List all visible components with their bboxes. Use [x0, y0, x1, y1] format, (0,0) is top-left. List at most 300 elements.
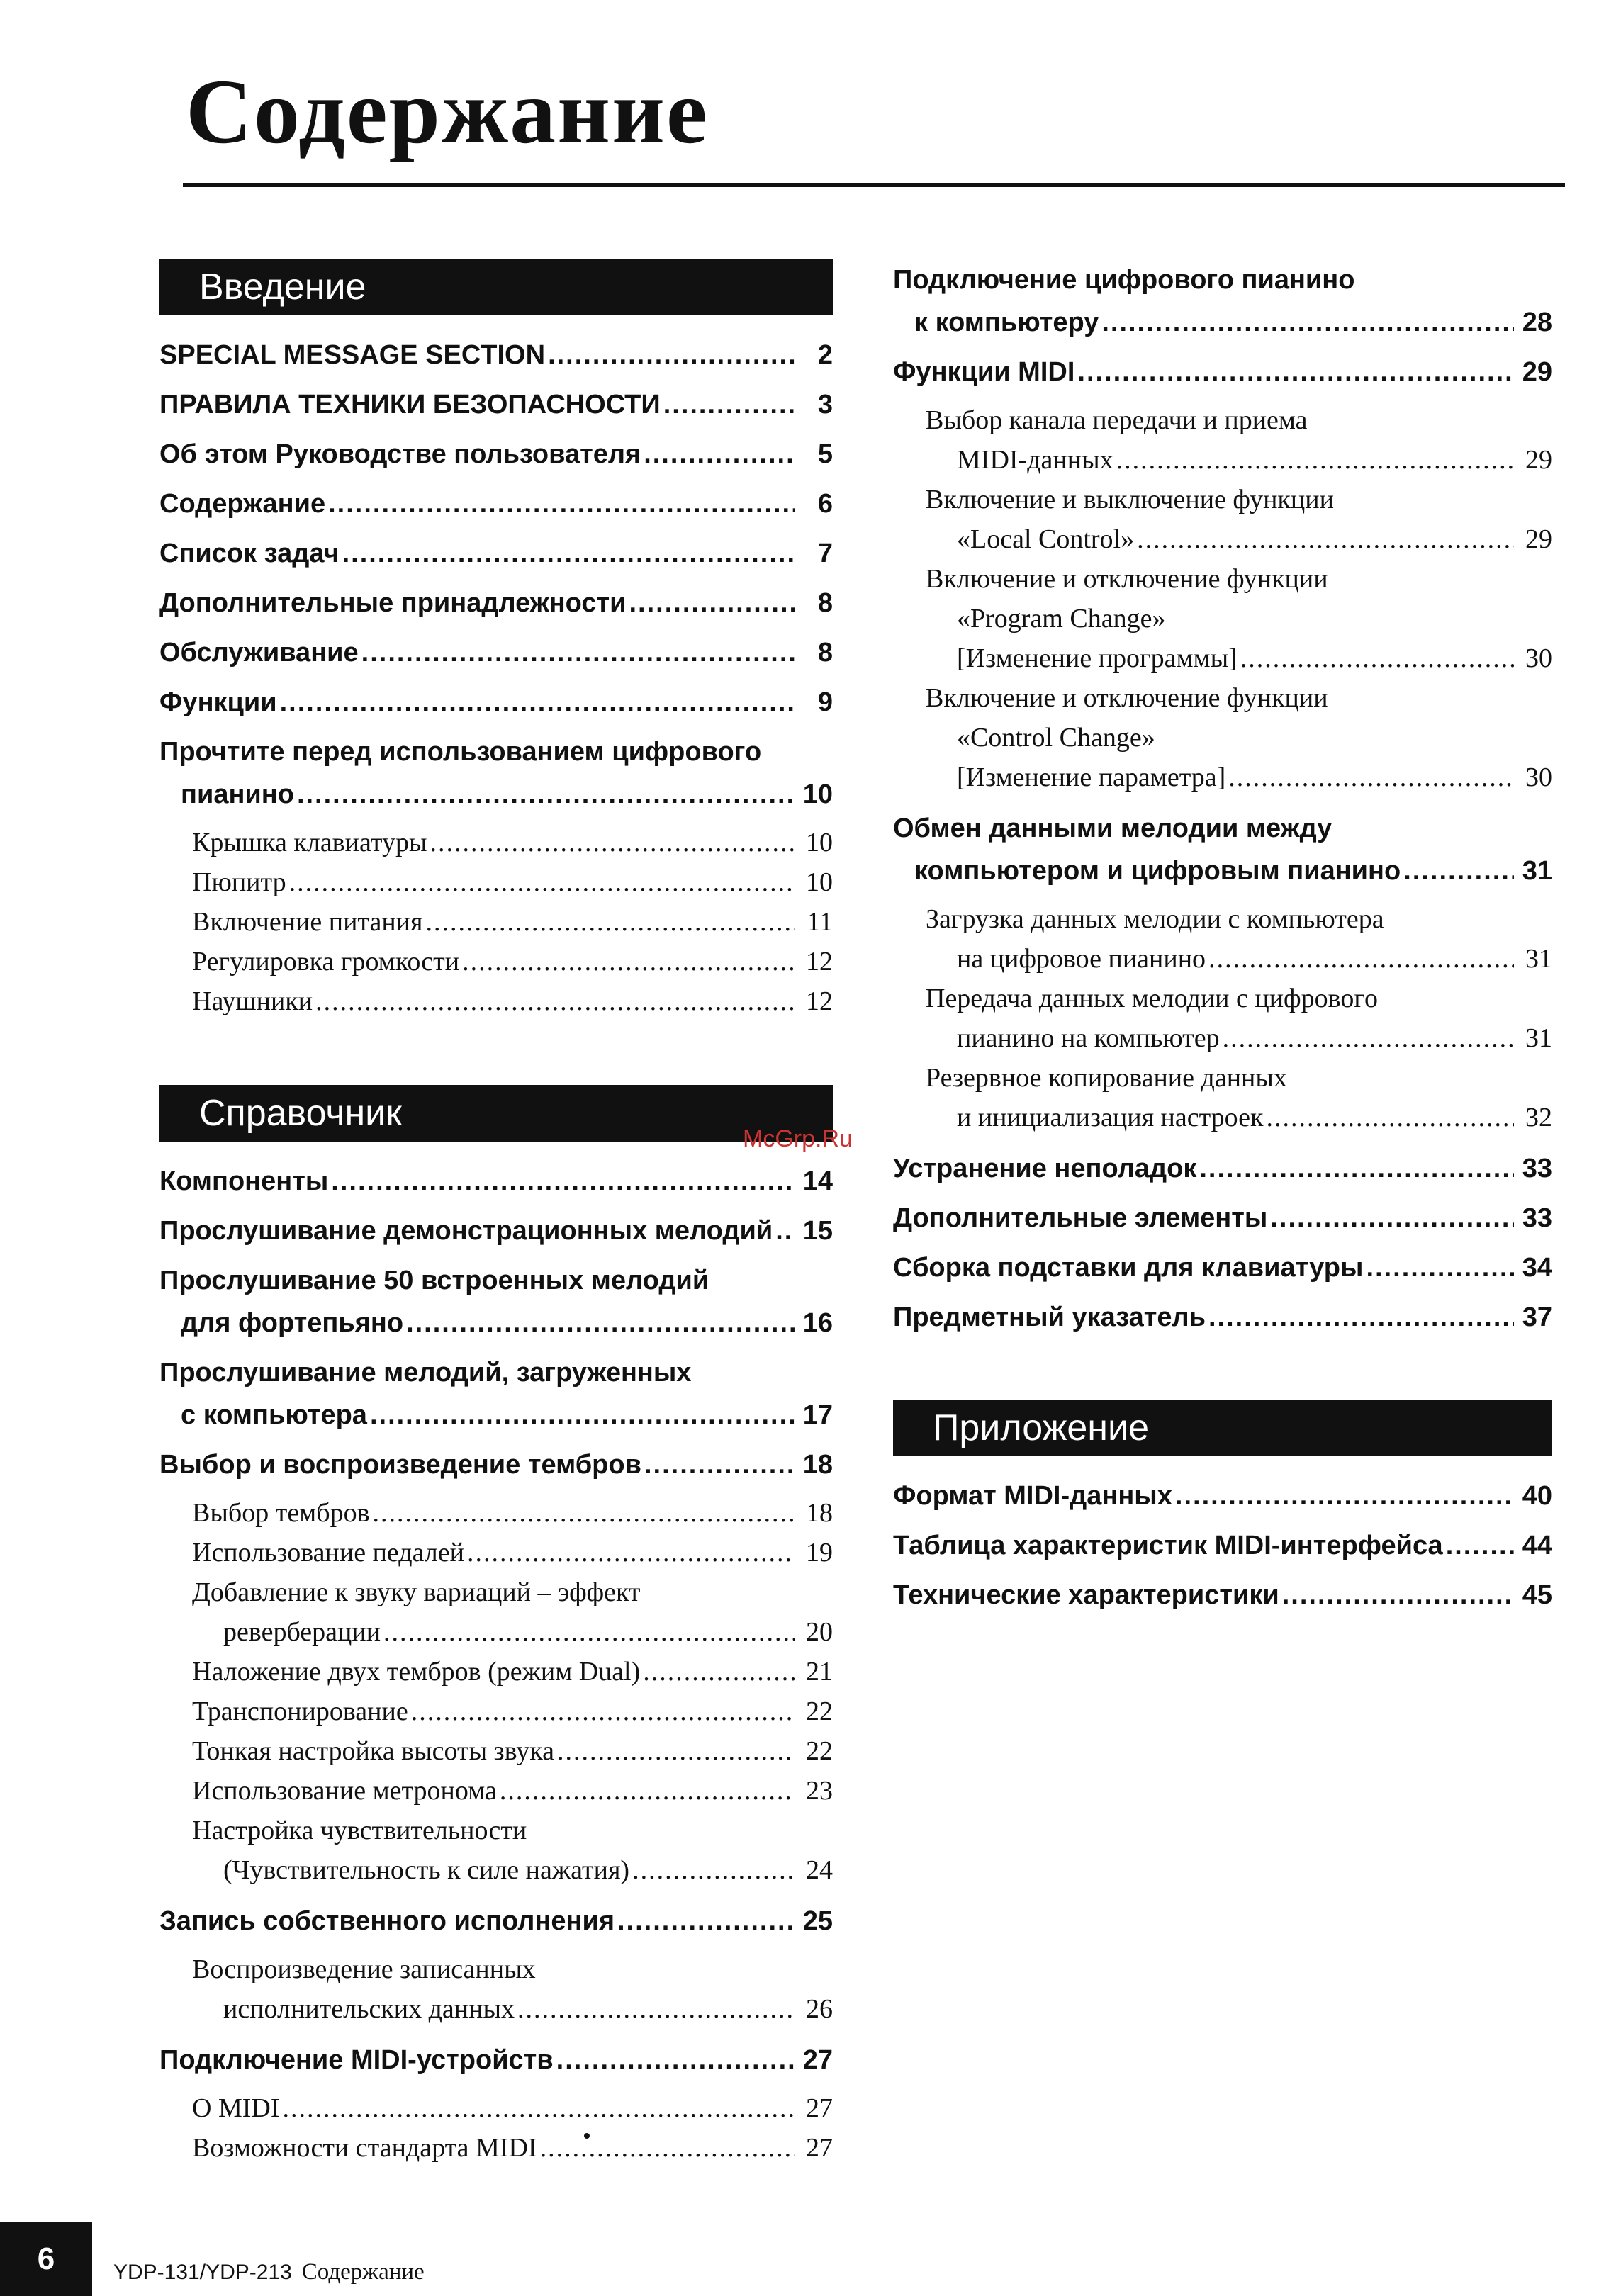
toc-subentry-title: на цифровое пианино	[957, 944, 1206, 974]
dot-leader	[617, 1900, 795, 1942]
toc-entry[interactable]	[159, 1351, 833, 1436]
toc-subentries	[893, 400, 1552, 797]
toc-subentry-page: 29	[1525, 524, 1552, 554]
toc-subentry-title: Использование метронома	[192, 1776, 497, 1806]
toc-subentry[interactable]	[159, 1949, 833, 2029]
dot-leader	[282, 2088, 795, 2128]
toc-subentry-title: Наушники	[192, 986, 313, 1016]
toc-subentry-title: (Чувствительность к силе нажатия)	[223, 1855, 630, 1885]
toc-entry-line	[893, 301, 1552, 344]
toc-entry-page: 40	[1522, 1481, 1552, 1511]
toc-entry-page: 15	[802, 1216, 833, 1246]
toc-entry-line	[159, 1394, 833, 1436]
toc-entry-page: 8	[817, 638, 833, 668]
toc-subentry-page: 11	[807, 907, 833, 937]
toc-entry[interactable]	[893, 1296, 1552, 1339]
dot-leader	[426, 902, 795, 942]
dot-leader	[315, 981, 795, 1021]
toc-subentry-title: MIDI-данных	[957, 445, 1113, 475]
toc-subentry-page: 27	[806, 2133, 833, 2163]
toc-subentry-page: 20	[806, 1617, 833, 1647]
toc-subentry-page: 22	[806, 1696, 833, 1726]
toc-subentry[interactable]	[159, 1771, 833, 1811]
title-rule	[183, 183, 1565, 187]
toc-subentry[interactable]	[893, 678, 1552, 797]
toc-subentry-title: и инициализация настроек	[957, 1103, 1264, 1132]
toc-entry-line	[893, 1475, 1552, 1517]
toc-subentry-page: 18	[806, 1498, 833, 1528]
dot-leader	[644, 1444, 795, 1486]
toc-entry-title: с компьютера	[181, 1400, 367, 1430]
toc-entry-line	[159, 1210, 833, 1252]
dot-leader	[328, 483, 795, 525]
page-title: Содержание	[186, 61, 709, 163]
dot-leader	[1137, 519, 1514, 559]
toc-subentry-page: 26	[806, 1994, 833, 2024]
toc-entry-line	[159, 731, 833, 773]
toc-entry-page: 6	[817, 489, 833, 519]
toc-subentry-title: реверберации	[223, 1617, 381, 1647]
toc-subentry-page: 24	[806, 1855, 833, 1885]
toc-subentry-page: 10	[806, 867, 833, 897]
toc-subentry-line	[159, 1493, 833, 1533]
toc-subentry-page: 22	[806, 1736, 833, 1766]
toc-entry-title: Запись собственного исполнения	[159, 1906, 615, 1936]
toc-subentry[interactable]	[893, 480, 1552, 559]
toc-subentry-line	[159, 2088, 833, 2128]
dot-leader	[540, 2128, 795, 2168]
toc-subentry[interactable]	[159, 862, 833, 902]
toc-subentry-line	[159, 1692, 833, 1731]
toc-entry-line	[159, 483, 833, 525]
toc-subentry-title: «Control Change»	[957, 723, 1155, 753]
toc-subentry[interactable]	[159, 1572, 833, 1652]
toc-entry-line	[159, 1160, 833, 1203]
toc-subentry-title: Выбор тембров	[192, 1498, 370, 1528]
toc-entry[interactable]	[159, 334, 833, 376]
toc-entry-title: Список задач	[159, 539, 340, 568]
toc-entry-page: 8	[817, 588, 833, 618]
dot-leader	[1403, 850, 1514, 892]
dot-leader	[663, 383, 795, 426]
toc-subentry-title: пианино на компьютер	[957, 1023, 1220, 1053]
toc-entry-page: 37	[1522, 1302, 1552, 1332]
dot-leader	[361, 631, 795, 674]
toc-entry[interactable]	[893, 1524, 1552, 1567]
toc-subentry-line	[159, 1989, 833, 2029]
toc-subentry[interactable]	[159, 1493, 833, 1533]
toc-entry-line	[893, 1247, 1552, 1289]
dot-leader	[643, 1652, 795, 1692]
dot-leader	[1366, 1247, 1514, 1289]
toc-subentry-title: «Program Change»	[957, 604, 1166, 634]
toc-entry-title: Дополнительные принадлежности	[159, 588, 627, 618]
dot-leader	[557, 1731, 795, 1771]
toc-entry-title: Подключение цифрового пианино	[893, 265, 1355, 295]
toc-entry-line	[159, 383, 833, 426]
toc-subentry-page: 29	[1525, 445, 1552, 475]
toc-entry-title: Дополнительные элементы	[893, 1203, 1268, 1233]
toc-subentry[interactable]	[893, 899, 1552, 979]
toc-subentry[interactable]	[159, 1652, 833, 1692]
toc-entry[interactable]	[159, 1900, 833, 1942]
toc-subentry[interactable]	[159, 1731, 833, 1771]
toc-subentry-line	[159, 823, 833, 862]
toc-entry[interactable]	[893, 807, 1552, 892]
toc-subentry-title: Возможности стандарта MIDI	[192, 2133, 537, 2163]
toc-subentry-title: «Local Control»	[957, 524, 1135, 554]
toc-subentry-page: 32	[1525, 1103, 1552, 1132]
toc-entry-title: Выбор и воспроизведение тембров	[159, 1450, 641, 1480]
toc-subentry-line	[159, 1533, 833, 1572]
toc-entry-page: 7	[817, 539, 833, 568]
toc-subentry-page: 30	[1525, 762, 1552, 792]
toc-entry-line	[893, 1147, 1552, 1190]
toc-subentry-line	[893, 758, 1552, 797]
toc-entry-title: пианино	[181, 780, 294, 809]
toc-subentry-line	[893, 559, 1552, 599]
toc-entry-title: Содержание	[159, 489, 326, 519]
dot-leader	[331, 1160, 795, 1203]
toc-subentry-title: Включение и выключение функции	[926, 485, 1334, 514]
toc-subentries	[159, 823, 833, 1021]
toc-subentry-title: Пюпитр	[192, 867, 286, 897]
toc-entry-line	[159, 532, 833, 575]
toc-entry-page: 33	[1522, 1154, 1552, 1183]
toc-entry-title: Формат MIDI-данных	[893, 1481, 1172, 1511]
toc-entry[interactable]	[159, 383, 833, 426]
toc-subentry[interactable]	[159, 1811, 833, 1890]
toc-entry[interactable]	[159, 483, 833, 525]
toc-entry-line	[159, 1444, 833, 1486]
toc-entry-page: 2	[817, 340, 833, 370]
section-heading-reference: Справочник	[159, 1085, 833, 1142]
toc-entry-page: 18	[802, 1450, 833, 1480]
toc-entry-line	[893, 807, 1552, 850]
toc-subentry-line	[893, 400, 1552, 440]
toc-subentry[interactable]	[893, 559, 1552, 678]
toc-subentry-line	[893, 1058, 1552, 1098]
footer-page-number: 6	[0, 2222, 92, 2296]
dot-leader	[1228, 758, 1514, 797]
dot-leader	[629, 582, 795, 624]
toc-entry-page: 31	[1522, 856, 1552, 886]
toc-entry-line	[159, 433, 833, 475]
toc-subentry-title: Выбор канала передачи и приема	[926, 405, 1308, 435]
toc-subentry-title: Включение и отключение функции	[926, 683, 1328, 713]
dot-leader	[467, 1533, 795, 1572]
toc-entry-title: SPECIAL MESSAGE SECTION	[159, 340, 546, 370]
footer-section: Содержание	[301, 2259, 425, 2285]
toc-entry-page: 14	[802, 1166, 833, 1196]
toc-entry-title: Функции	[159, 687, 277, 717]
toc-subentry-line	[893, 519, 1552, 559]
toc-entry[interactable]	[159, 631, 833, 674]
dot-leader	[280, 681, 795, 724]
dot-leader	[548, 334, 795, 376]
toc-entry-title: Прослушивание демонстрационных мелодий	[159, 1216, 773, 1246]
dot-leader	[411, 1692, 795, 1731]
toc-subentry-page: 27	[806, 2093, 833, 2123]
toc-entry-page: 5	[817, 439, 833, 469]
toc-entry[interactable]	[159, 532, 833, 575]
toc-subentry-line	[893, 939, 1552, 979]
toc-subentry-title: Транспонирование	[192, 1696, 408, 1726]
toc-entry-line	[159, 2039, 833, 2081]
toc-entry-page: 10	[802, 780, 833, 809]
toc-entry-line	[159, 582, 833, 624]
toc-entry-title: Прочтите перед использованием цифрового	[159, 737, 762, 767]
toc-subentry-line	[893, 1018, 1552, 1058]
dot-leader	[1240, 638, 1514, 678]
toc-subentry-title: Тонкая настройка высоты звука	[192, 1736, 555, 1766]
toc-entry-line	[893, 1524, 1552, 1567]
toc-entry-line	[893, 1296, 1552, 1339]
dot-leader	[1223, 1018, 1514, 1058]
toc-subentry-page: 19	[806, 1538, 833, 1568]
toc-entry-page: 25	[802, 1906, 833, 1936]
toc-entry[interactable]	[159, 582, 833, 624]
toc-entry-page: 27	[802, 2045, 833, 2075]
section-heading-intro: Введение	[159, 259, 833, 315]
toc-subentry-title: [Изменение программы]	[957, 643, 1238, 673]
dot-leader	[1175, 1475, 1514, 1517]
toc-subentry-title: Резервное копирование данных	[926, 1063, 1287, 1093]
toc-subentry[interactable]	[159, 2128, 833, 2168]
left-column	[159, 259, 833, 2178]
toc-subentry[interactable]	[893, 400, 1552, 480]
toc-entry-title: Сборка подставки для клавиатуры	[893, 1253, 1364, 1283]
toc-entry-page: 9	[817, 687, 833, 717]
dot-leader	[370, 1394, 795, 1436]
toc-subentry-line	[893, 979, 1552, 1018]
toc-subentry-line	[159, 902, 833, 942]
toc-subentry-page: 31	[1525, 944, 1552, 974]
toc-subentry-line	[159, 862, 833, 902]
dot-leader	[1116, 440, 1514, 480]
toc-entry-page: 34	[1522, 1253, 1552, 1283]
toc-entry[interactable]	[159, 1160, 833, 1203]
toc-subentry-page: 23	[806, 1776, 833, 1806]
toc-entry-title: к компьютеру	[914, 308, 1099, 337]
toc-entry[interactable]	[893, 1197, 1552, 1239]
section-heading-appendix: Приложение	[893, 1400, 1552, 1456]
toc-entry-line	[159, 631, 833, 674]
toc-subentry-line	[893, 440, 1552, 480]
toc-subentries	[159, 1493, 833, 1890]
footer-label	[113, 2259, 425, 2285]
toc-entry[interactable]	[159, 1259, 833, 1344]
toc-subentry[interactable]	[159, 2088, 833, 2128]
toc-entry[interactable]	[159, 1444, 833, 1486]
toc-subentry-page: 31	[1525, 1023, 1552, 1053]
toc-subentry-line	[893, 1098, 1552, 1137]
toc-subentry-line	[893, 638, 1552, 678]
toc-subentry[interactable]	[159, 902, 833, 942]
toc-entry-title: Технические характеристики	[893, 1580, 1279, 1610]
dot-leader	[1266, 1098, 1514, 1137]
dot-leader	[462, 942, 795, 981]
toc-subentries	[893, 899, 1552, 1137]
toc-subentry-title: Добавление к звуку вариаций – эффект	[192, 1577, 641, 1607]
toc-entry-page: 44	[1522, 1531, 1552, 1560]
toc-entry-title: Обслуживание	[159, 638, 359, 668]
toc-entry-line	[159, 1900, 833, 1942]
dot-leader	[1077, 351, 1514, 393]
toc-intro	[159, 334, 833, 1021]
toc-subentry-page: 30	[1525, 643, 1552, 673]
toc-entry-title: Таблица характеристик MIDI-интерфейса	[893, 1531, 1443, 1560]
toc-subentry[interactable]	[159, 1533, 833, 1572]
toc-subentry-line	[159, 1850, 833, 1890]
toc-subentry-title: Наложение двух тембров (режим Dual)	[192, 1657, 641, 1687]
toc-entry-line	[159, 334, 833, 376]
toc-entry-title: Об этом Руководстве пользователя	[159, 439, 641, 469]
toc-entry-line	[159, 1351, 833, 1394]
dot-leader	[1446, 1524, 1514, 1567]
toc-appendix	[893, 1475, 1552, 1616]
toc-entry-line	[159, 1259, 833, 1302]
toc-subentry-title: Крышка клавиатуры	[192, 828, 427, 857]
toc-subentry-title: [Изменение параметра]	[957, 762, 1226, 792]
toc-subentry-title: Использование педалей	[192, 1538, 464, 1568]
toc-entry-title: Предметный указатель	[893, 1302, 1206, 1332]
toc-entry-line	[159, 1302, 833, 1344]
dot-leader	[1101, 301, 1514, 344]
toc-subentry-line	[159, 1811, 833, 1850]
dot-leader	[517, 1989, 795, 2029]
toc-entry[interactable]	[893, 1574, 1552, 1616]
toc-subentries	[159, 2088, 833, 2168]
toc-entry[interactable]	[893, 1247, 1552, 1289]
dot-leader	[1208, 939, 1514, 979]
toc-entry-page: 29	[1522, 357, 1552, 387]
toc-entry-line	[893, 1574, 1552, 1616]
toc-subentry-page: 12	[806, 947, 833, 977]
toc-entry-page: 16	[802, 1308, 833, 1338]
toc-entry[interactable]	[893, 259, 1552, 344]
toc-entry[interactable]	[159, 433, 833, 475]
dot-leader	[383, 1612, 795, 1652]
toc-subentry-line	[893, 480, 1552, 519]
dot-leader	[430, 823, 795, 862]
toc-subentry-line	[159, 1612, 833, 1652]
dot-leader	[632, 1850, 795, 1890]
toc-subentry-line	[893, 718, 1552, 758]
toc-entry[interactable]	[159, 681, 833, 724]
toc-subentry[interactable]	[159, 823, 833, 862]
toc-subentry-title: исполнительских данных	[223, 1994, 515, 2024]
toc-subentry-line	[159, 942, 833, 981]
toc-subentry[interactable]	[159, 1692, 833, 1731]
toc-subentry-title: Воспроизведение записанных	[192, 1954, 536, 1984]
toc-entry[interactable]	[893, 1147, 1552, 1190]
toc-subentry-line	[893, 899, 1552, 939]
dot-leader	[775, 1210, 795, 1252]
dot-leader	[289, 862, 795, 902]
toc-entry-title: Подключение MIDI-устройств	[159, 2045, 554, 2075]
toc-subentry-line	[159, 1572, 833, 1612]
toc-subentry-line	[159, 981, 833, 1021]
toc-reference	[159, 1160, 833, 2168]
dot-leader	[373, 1493, 795, 1533]
toc-entry-page: 28	[1522, 308, 1552, 337]
dot-leader	[1208, 1296, 1514, 1339]
dot-leader	[644, 433, 795, 475]
toc-entry[interactable]	[893, 351, 1552, 393]
toc-entry-title: Компоненты	[159, 1166, 329, 1196]
toc-entry-line	[893, 351, 1552, 393]
toc-subentry-title: Загрузка данных мелодии с компьютера	[926, 904, 1384, 934]
toc-entry-line	[893, 259, 1552, 301]
toc-entry-title: для фортепьяно	[181, 1308, 404, 1338]
toc-entry-title: Функции MIDI	[893, 357, 1075, 387]
toc-subentry[interactable]	[893, 1058, 1552, 1137]
toc-subentry-line	[159, 1771, 833, 1811]
dot-leader	[342, 532, 795, 575]
toc-subentry-page: 12	[806, 986, 833, 1016]
toc-entry-page: 17	[802, 1400, 833, 1430]
toc-entry-title: Прослушивание мелодий, загруженных	[159, 1358, 692, 1388]
print-speck	[584, 2133, 590, 2139]
toc-subentry-line	[893, 599, 1552, 638]
toc-subentry-line	[159, 2128, 833, 2168]
dot-leader	[500, 1771, 795, 1811]
toc-entry-page: 3	[817, 390, 833, 420]
toc-subentries	[159, 1949, 833, 2029]
toc-subentry-page: 10	[806, 828, 833, 857]
toc-subentry-line	[893, 678, 1552, 718]
toc-entry-line	[159, 681, 833, 724]
toc-entry-page: 45	[1522, 1580, 1552, 1610]
toc-subentry[interactable]	[159, 981, 833, 1021]
toc-entry[interactable]	[159, 2039, 833, 2081]
toc-entry-title: компьютером и цифровым пианино	[914, 856, 1401, 886]
footer-model: YDP-131/YDP-213	[113, 2261, 292, 2284]
toc-entry-title: Устранение неполадок	[893, 1154, 1197, 1183]
toc-entry[interactable]	[159, 731, 833, 816]
toc-subentry[interactable]	[893, 979, 1552, 1058]
toc-subentry-page: 21	[806, 1657, 833, 1687]
watermark: McGrp.Ru	[743, 1125, 853, 1152]
dot-leader	[406, 1302, 795, 1344]
dot-leader	[1282, 1574, 1514, 1616]
toc-entry-page: 33	[1522, 1203, 1552, 1233]
dot-leader	[556, 2039, 795, 2081]
toc-subentry-title: Регулировка громкости	[192, 947, 460, 977]
toc-subentry-title: О MIDI	[192, 2093, 280, 2123]
toc-entry[interactable]	[159, 1210, 833, 1252]
toc-subentry-title: Включение и отключение функции	[926, 564, 1328, 594]
toc-entry-line	[893, 850, 1552, 892]
toc-entry-title: Обмен данными мелодии между	[893, 814, 1332, 843]
toc-entry-line	[893, 1197, 1552, 1239]
toc-subentry-line	[159, 1949, 833, 1989]
toc-entry[interactable]	[893, 1475, 1552, 1517]
dot-leader	[1270, 1197, 1514, 1239]
toc-subentry-line	[159, 1652, 833, 1692]
toc-subentry-line	[159, 1731, 833, 1771]
toc-entry-title: ПРАВИЛА ТЕХНИКИ БЕЗОПАСНОСТИ	[159, 390, 661, 420]
toc-entry-line	[159, 773, 833, 816]
toc-entry-title: Прослушивание 50 встроенных мелодий	[159, 1266, 709, 1295]
right-column	[893, 259, 1552, 1623]
toc-subentry[interactable]	[159, 942, 833, 981]
dot-leader	[297, 773, 795, 816]
toc-subentry-title: Передача данных мелодии с цифрового	[926, 984, 1379, 1013]
toc-reference-continued	[893, 259, 1552, 1339]
toc-subentry-title: Настройка чувствительности	[192, 1816, 527, 1845]
